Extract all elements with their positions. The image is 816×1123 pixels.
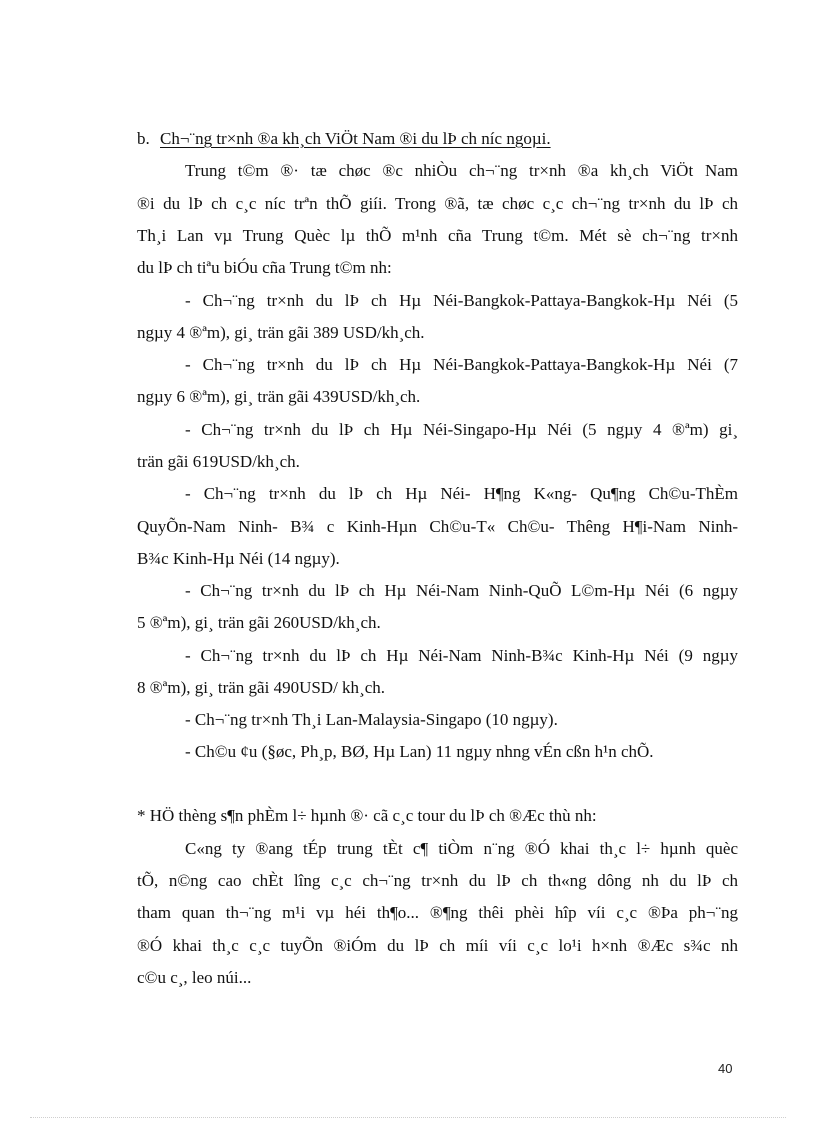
section-title: Ch¬¨ng tr×nh ®a kh¸ch ViÖt Nam ®i du lÞ ch níc ngoµi. [160, 129, 551, 148]
tour-item-line: 8 ®ªm), gi¸ trän gãi 490USD/ kh¸ch. [137, 678, 386, 697]
section-heading [137, 129, 551, 149]
tour-item-line: ngµy 6 ®ªm), gi¸ trän gãi 439USD/kh¸ch. [137, 387, 421, 406]
tour-item-line: - Ch¬¨ng tr×nh du lÞ ch Hµ Néi-Nam Ninh-B¾c Kinh-Hµ Néi (9 ngµy [185, 646, 738, 665]
paragraph-line: Trung t©m ®· tæ chøc ®c nhiÒu ch¬¨ng tr×nh ®a kh¸ch ViÖt Nam [185, 161, 738, 180]
tour-item-line: QuyÕn-Nam Ninh- B¾ c Kinh-Hµn Ch©u-T« Ch©u- Thêng H¶i-Nam Ninh- [137, 517, 738, 536]
tour-item-line: 5 ®ªm), gi¸ trän gãi 260USD/kh¸ch. [137, 613, 381, 632]
tour-item-line: - Ch¬¨ng tr×nh du lÞ ch Hµ Néi-Bangkok-Pattaya-Bangkok-Hµ Néi (5 [185, 291, 738, 310]
page-number: 40 [718, 1061, 733, 1076]
tour-item-line: - Ch©u ¢u (§øc, Ph¸p, BØ, Hµ Lan) 11 ngµy nhng vÉn cßn h¹n chÕ. [185, 742, 654, 761]
tour-item-line: B¾c Kinh-Hµ Néi (14 ngµy). [137, 549, 340, 568]
tour-item-line: - Ch¬¨ng tr×nh du lÞ ch Hµ Néi-Nam Ninh-QuÕ L©m-Hµ Néi (6 ngµy [185, 581, 738, 600]
page-bottom-divider [30, 1117, 786, 1118]
paragraph-line: C«ng ty ®ang tÉp trung tÈt c¶ tiÒm n¨ng ®Ó khai th¸c l÷ hµnh quèc [185, 839, 738, 858]
section-label: b. [137, 129, 150, 148]
tour-item-line: ngµy 4 ®ªm), gi¸ trän gãi 389 USD/kh¸ch. [137, 323, 425, 342]
paragraph-line: tham quan th¬¨ng m¹i vµ héi th¶o... ®¶ng thêi phèi hîp víi c¸c ®Þa ph¬¨ng [137, 903, 738, 922]
paragraph-line: ®Ó khai th¸c c¸c tuyÕn ®iÓm du lÞ ch míi víi c¸c lo¹i h×nh ®Æc s¾c nh [137, 936, 738, 955]
paragraph-line: ®i du lÞ ch c¸c níc trªn thÕ giíi. Trong ®ã, tæ chøc c¸c ch¬¨ng tr×nh du lÞ ch [137, 194, 738, 213]
tour-item-line: - Ch¬¨ng tr×nh Th¸i Lan-Malaysia-Singapo (10 ngµy). [185, 710, 558, 729]
tour-item-line: trän gãi 619USD/kh¸ch. [137, 452, 300, 471]
tour-item-line: - Ch¬¨ng tr×nh du lÞ ch Hµ Néi- H¶ng K«ng- Qu¶ng Ch©u-ThÈm [185, 484, 738, 503]
tour-item-line: - Ch¬¨ng tr×nh du lÞ ch Hµ Néi-Bangkok-Pattaya-Bangkok-Hµ Néi (7 [185, 355, 738, 374]
paragraph-line: c©u c¸, leo núi... [137, 968, 252, 987]
tour-item-line: - Ch¬¨ng tr×nh du lÞ ch Hµ Néi-Singapo-Hµ Néi (5 ngµy 4 ®ªm) gi¸ [185, 420, 738, 439]
paragraph-line: du lÞ ch tiªu biÓu cña Trung t©m nh: [137, 258, 392, 277]
paragraph-line: tÕ, n©ng cao chÈt lîng c¸c ch¬¨ng tr×nh du lÞ ch th«ng dông nh du lÞ ch [137, 871, 738, 890]
section-heading-products: * HÖ thèng s¶n phÈm l÷ hµnh ®· cã c¸c tour du lÞ ch ®Æc thù nh: [137, 806, 597, 825]
paragraph-line: Th¸i Lan vµ Trung Quèc lµ thÕ m¹nh cña Trung t©m. Mét sè ch¬¨ng tr×nh [137, 226, 738, 245]
